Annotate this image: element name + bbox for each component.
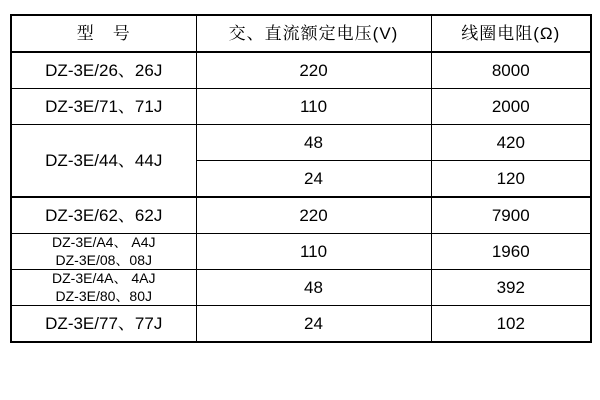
- resistance-cell: 120: [431, 161, 591, 198]
- resistance-cell: 8000: [431, 52, 591, 89]
- resistance-cell: 102: [431, 306, 591, 343]
- column-header-voltage: 交、直流额定电压(V): [196, 15, 431, 52]
- model-line: DZ-3E/80、80J: [55, 287, 152, 304]
- voltage-cell: 220: [196, 197, 431, 234]
- voltage-cell: 48: [196, 270, 431, 306]
- model-cell: DZ-3E/26、26J: [11, 52, 196, 89]
- table-row: [11, 197, 591, 234]
- resistance-cell: 392: [431, 270, 591, 306]
- column-header-model: 型 号: [11, 15, 196, 52]
- model-cell: [11, 234, 196, 270]
- resistance-cell: 7900: [431, 197, 591, 234]
- voltage-cell: 220: [196, 52, 431, 89]
- model-cell: DZ-3E/62、62J: [11, 197, 196, 234]
- column-header-resistance: 线圈电阻(Ω): [431, 15, 591, 52]
- resistance-cell: 420: [431, 125, 591, 161]
- voltage-cell: 24: [196, 306, 431, 343]
- model-cell: [11, 270, 196, 306]
- voltage-cell: 110: [196, 234, 431, 270]
- table-row: [11, 270, 591, 306]
- model-line: DZ-3E/4A、 4AJ: [52, 270, 156, 286]
- table-row: [11, 125, 591, 161]
- model-cell: DZ-3E/77、77J: [11, 306, 196, 343]
- model-cell: DZ-3E/44、44J: [11, 125, 196, 198]
- model-cell: DZ-3E/71、71J: [11, 89, 196, 125]
- table-row: [11, 52, 591, 89]
- table-header-row: [11, 15, 591, 52]
- resistance-cell: 2000: [431, 89, 591, 125]
- resistance-cell: 1960: [431, 234, 591, 270]
- model-line: DZ-3E/08、08J: [55, 251, 152, 268]
- specification-table: [10, 14, 592, 343]
- table-body: [11, 15, 591, 342]
- voltage-cell: 24: [196, 161, 431, 198]
- voltage-cell: 110: [196, 89, 431, 125]
- table-row: [11, 234, 591, 270]
- voltage-cell: 48: [196, 125, 431, 161]
- model-line: DZ-3E/A4、 A4J: [52, 234, 156, 250]
- table-row: [11, 89, 591, 125]
- table-row: [11, 306, 591, 343]
